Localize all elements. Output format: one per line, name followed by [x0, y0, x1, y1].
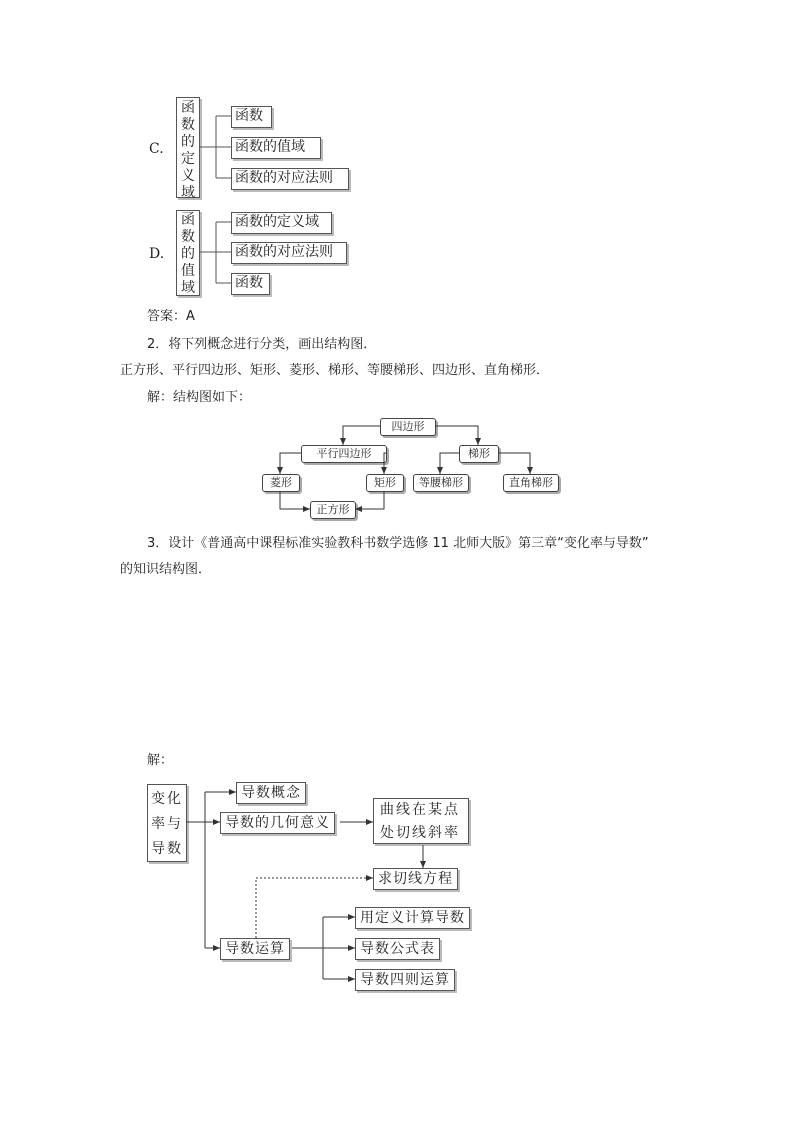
q3-node-arith: 导数四则运算 — [355, 969, 455, 991]
answer-1: 答案：A — [147, 309, 195, 324]
q2-connectors — [280, 426, 530, 509]
q2-node-para: 平行四边形 — [301, 445, 387, 463]
q2-solution: 解：结构图如下： — [147, 390, 252, 405]
option-c-label: C. — [149, 141, 164, 157]
q2-node-rect: 矩形 — [366, 474, 404, 492]
q3-node-formula: 导数公式表 — [355, 938, 440, 960]
q3-node-def: 用定义计算导数 — [355, 907, 470, 929]
q3-line-1: 3．设计《普通高中课程标准实验教科书数学选修 11 北师大版》第三章“变化率与导数” — [147, 536, 649, 551]
q3-line-2: 的知识结构图． — [120, 562, 212, 577]
q3-node-geo: 导数的几何意义 — [220, 812, 335, 834]
option-c-item-3-text: 函数的对应法则 — [235, 170, 333, 186]
q2-node-isosceles: 等腰梯形 — [413, 474, 469, 492]
q2-list: 正方形、平行四边形、矩形、菱形、梯形、等腰梯形、四边形、直角梯形． — [120, 363, 550, 378]
q3-solution: 解： — [147, 753, 174, 768]
q3-node-root-text: 变化率与导数 — [151, 791, 183, 857]
option-c-connectors — [199, 116, 231, 178]
option-c-item-2-text: 函数的值域 — [235, 139, 305, 155]
option-d-root-text: 函数的值域 — [181, 212, 195, 296]
option-d-label: D. — [149, 246, 165, 262]
q3-connectors — [186, 792, 423, 979]
option-d-item-2-text: 函数的对应法则 — [235, 244, 333, 260]
q3-node-slope: 曲线在某点处切线斜率 — [373, 798, 469, 844]
q3-node-ops: 导数运算 — [220, 938, 290, 960]
option-c-item-1-text: 函数 — [235, 108, 263, 124]
q2-node-right: 直角梯形 — [503, 474, 559, 492]
q2-node-square: 正方形 — [310, 501, 356, 519]
option-d-item-3-text: 函数 — [235, 275, 263, 291]
option-d-connectors — [199, 222, 231, 283]
q2-node-quad: 四边形 — [380, 418, 436, 436]
q2-node-trap: 梯形 — [459, 445, 499, 463]
q3-node-tangent: 求切线方程 — [373, 868, 458, 890]
option-d-item-1-text: 函数的定义域 — [235, 214, 319, 230]
q2-node-rhombus: 菱形 — [262, 474, 300, 492]
option-c-root-text: 函数的定义域 — [181, 100, 195, 201]
q3-node-concept: 导数概念 — [236, 782, 306, 804]
q2-prompt: 2．将下列概念进行分类，画出结构图． — [147, 337, 377, 352]
